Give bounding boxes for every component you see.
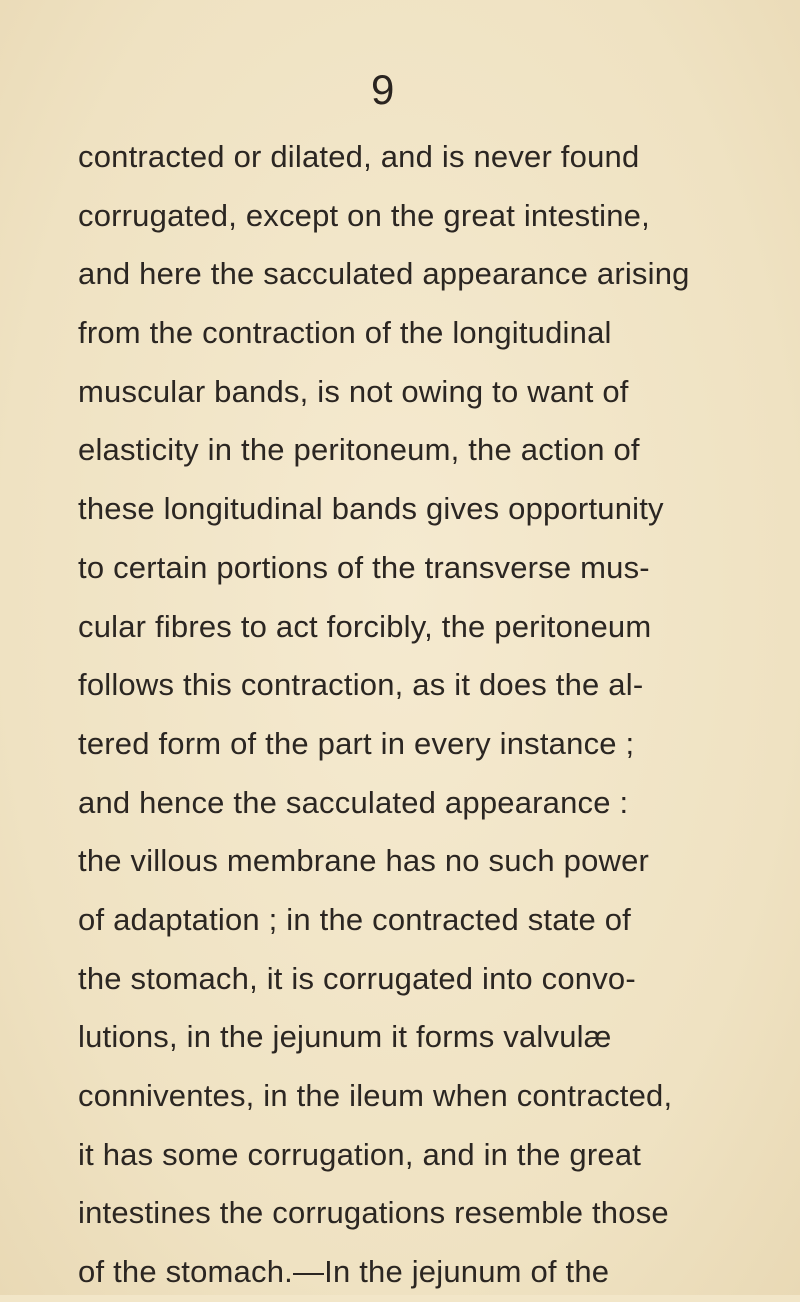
text-line: conniventes, in the ileum when contracted,: [78, 1078, 673, 1113]
text-line: and here the sacculated appearance arising: [78, 256, 690, 292]
text-line: to certain portions of the transverse mus-: [78, 549, 650, 585]
text-line: from the contraction of the longitudinal: [78, 315, 612, 351]
text-line: muscular bands, is not owing to want of: [78, 373, 629, 409]
text-line: tered form of the part in every instance ;: [78, 725, 635, 761]
text-line: it has some corrugation, and in the great: [78, 1136, 642, 1172]
text-line: of adaptation ; in the contracted state of: [78, 901, 631, 937]
page-number: 9: [371, 66, 395, 113]
text-line: these longitudinal bands gives opportunity: [78, 491, 664, 527]
body-text: [78, 128, 738, 1302]
text-line: contracted or dilated, and is never found: [78, 139, 640, 174]
text-line: elasticity in the peritoneum, the action of: [78, 432, 640, 468]
text-line: the stomach, it is corrugated into convo-: [78, 960, 636, 996]
text-line: lutions, in the jejunum it forms valvulæ: [78, 1019, 612, 1055]
text-line: corrugated, except on the great intestine,: [78, 197, 650, 233]
text-line: intestines the corrugations resemble those: [78, 1195, 669, 1231]
text-line: of the stomach.—In the jejunum of the: [78, 1254, 610, 1290]
text-line: cular fibres to act forcibly, the peritoneum: [78, 608, 652, 644]
text-line: the villous membrane has no such power: [78, 843, 650, 879]
text-line: follows this contraction, as it does the al-: [78, 667, 644, 703]
text-line: and hence the sacculated appearance :: [78, 784, 629, 820]
